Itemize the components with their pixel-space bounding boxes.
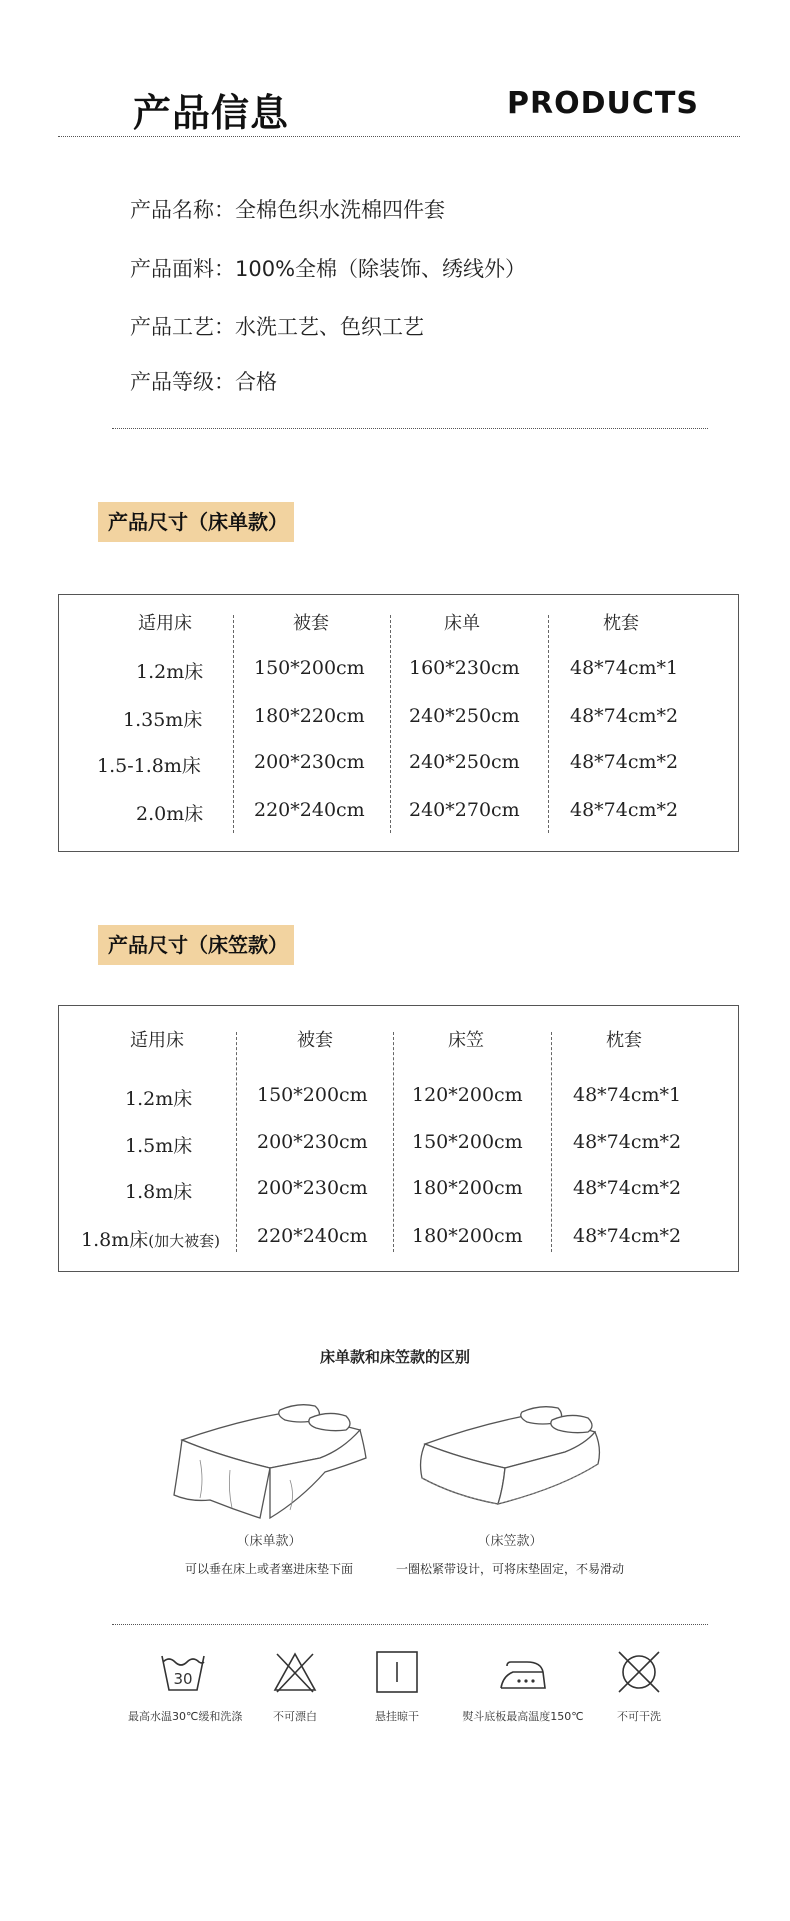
care-label: 悬挂晾干 <box>375 1710 419 1723</box>
wash-30-icon <box>159 1650 207 1694</box>
table-cell: 150*200cm <box>254 657 365 679</box>
flat-sheet-description: 可以垂在床上或者塞进床垫下面 <box>184 1562 353 1576</box>
table-cell: 48*74cm*2 <box>570 799 679 821</box>
size-tag-fitted: 产品尺寸（床笠款） <box>98 925 294 965</box>
table-cell: 150*200cm <box>257 1084 368 1106</box>
table-cell: 200*230cm <box>254 751 365 773</box>
column-divider <box>393 1032 394 1252</box>
table-cell: 180*200cm <box>412 1225 523 1247</box>
table-header: 枕套 <box>606 1030 642 1051</box>
table-header: 枕套 <box>603 613 639 634</box>
info-divider <box>112 428 708 429</box>
table-cell: 240*270cm <box>409 799 520 821</box>
fitted-sheet-label: （床笠款） <box>477 1534 543 1549</box>
info-value: 水洗工艺、色织工艺 <box>235 315 424 339</box>
flat-sheet-label: （床单款） <box>236 1534 302 1549</box>
info-row-name: 产品名称：全棉色织水洗棉四件套 <box>130 198 445 222</box>
table-cell: 120*200cm <box>412 1084 523 1106</box>
iron-150-icon <box>497 1650 549 1694</box>
care-item-no-dry-clean <box>584 1650 694 1724</box>
info-label: 产品面料 <box>130 257 214 281</box>
table-cell-note: (加大被套) <box>148 1232 220 1250</box>
table-cell: 1.35m床 <box>123 709 203 731</box>
info-value: 合格 <box>235 370 277 394</box>
column-divider <box>548 615 549 833</box>
table-cell: 48*74cm*2 <box>573 1131 682 1153</box>
table-header: 床单 <box>444 613 480 634</box>
wash-temp-text: 30 <box>173 1670 193 1688</box>
table-cell: 1.2m床 <box>136 661 204 683</box>
column-divider <box>551 1032 552 1252</box>
table-cell: 220*240cm <box>254 799 365 821</box>
no-bleach-icon <box>271 1650 319 1694</box>
table-header: 床笠 <box>448 1030 484 1051</box>
column-divider <box>390 615 391 833</box>
table-cell: 1.5-1.8m床 <box>97 755 201 777</box>
table-cell: 240*250cm <box>409 705 520 727</box>
table-cell: 180*200cm <box>412 1177 523 1199</box>
size-table-sheet <box>58 594 739 852</box>
table-cell <box>81 1225 220 1252</box>
size-tag-sheet: 产品尺寸（床单款） <box>98 502 294 542</box>
table-cell: 48*74cm*2 <box>573 1225 682 1247</box>
no-dry-clean-icon <box>615 1650 663 1694</box>
table-cell: 200*230cm <box>257 1177 368 1199</box>
info-value: 全棉色织水洗棉四件套 <box>235 198 445 222</box>
table-cell-text: 1.8m床 <box>81 1229 149 1251</box>
table-header: 被套 <box>297 1030 333 1051</box>
table-cell: 2.0m床 <box>136 803 204 825</box>
care-label: 熨斗底板最高温度150℃ <box>462 1710 584 1723</box>
page-title-en: PRODUCTS <box>507 86 699 121</box>
care-divider <box>112 1624 708 1625</box>
fitted-sheet-description: 一圈松紧带设计，可将床垫固定，不易滑动 <box>395 1562 624 1576</box>
care-item-no-bleach <box>240 1650 350 1724</box>
table-header: 适用床 <box>130 1030 184 1051</box>
table-header: 适用床 <box>138 613 192 634</box>
care-label: 最高水温30℃缓和洗涤 <box>128 1710 243 1723</box>
table-cell: 150*200cm <box>412 1131 523 1153</box>
table-header: 被套 <box>293 613 329 634</box>
table-cell: 220*240cm <box>257 1225 368 1247</box>
table-cell: 1.8m床 <box>125 1181 193 1203</box>
page-title: 产品信息 <box>133 91 290 135</box>
care-item-wash <box>128 1650 243 1724</box>
table-cell: 48*74cm*2 <box>573 1177 682 1199</box>
info-row-craft: 产品工艺：水洗工艺、色织工艺 <box>130 315 424 339</box>
info-label: 产品名称 <box>130 198 214 222</box>
info-row-fabric: 产品面料：100%全棉（除装饰、绣线外） <box>130 257 527 281</box>
info-label: 产品等级 <box>130 370 214 394</box>
table-cell: 48*74cm*2 <box>570 751 679 773</box>
fitted-sheet-bed-illustration <box>410 1400 610 1510</box>
info-label: 产品工艺 <box>130 315 214 339</box>
table-cell: 1.5m床 <box>125 1135 193 1157</box>
header-divider <box>58 136 740 137</box>
column-divider <box>233 615 234 833</box>
table-cell: 240*250cm <box>409 751 520 773</box>
table-cell: 160*230cm <box>409 657 520 679</box>
column-divider <box>236 1032 237 1252</box>
care-item-iron <box>458 1650 588 1724</box>
table-cell: 48*74cm*1 <box>573 1084 682 1106</box>
care-label: 不可干洗 <box>617 1710 661 1723</box>
care-item-hang-dry <box>342 1650 452 1724</box>
table-cell: 48*74cm*2 <box>570 705 679 727</box>
hang-dry-icon <box>373 1650 421 1694</box>
care-label: 不可漂白 <box>273 1710 317 1723</box>
size-table-fitted <box>58 1005 739 1272</box>
table-cell: 1.2m床 <box>125 1088 193 1110</box>
table-cell: 200*230cm <box>257 1131 368 1153</box>
flat-sheet-bed-illustration <box>170 1400 370 1520</box>
table-cell: 48*74cm*1 <box>570 657 679 679</box>
difference-title: 床单款和床笠款的区别 <box>319 1348 470 1366</box>
info-value: 100%全棉（除装饰、绣线外） <box>235 257 527 281</box>
info-row-grade: 产品等级：合格 <box>130 370 277 394</box>
table-cell: 180*220cm <box>254 705 365 727</box>
